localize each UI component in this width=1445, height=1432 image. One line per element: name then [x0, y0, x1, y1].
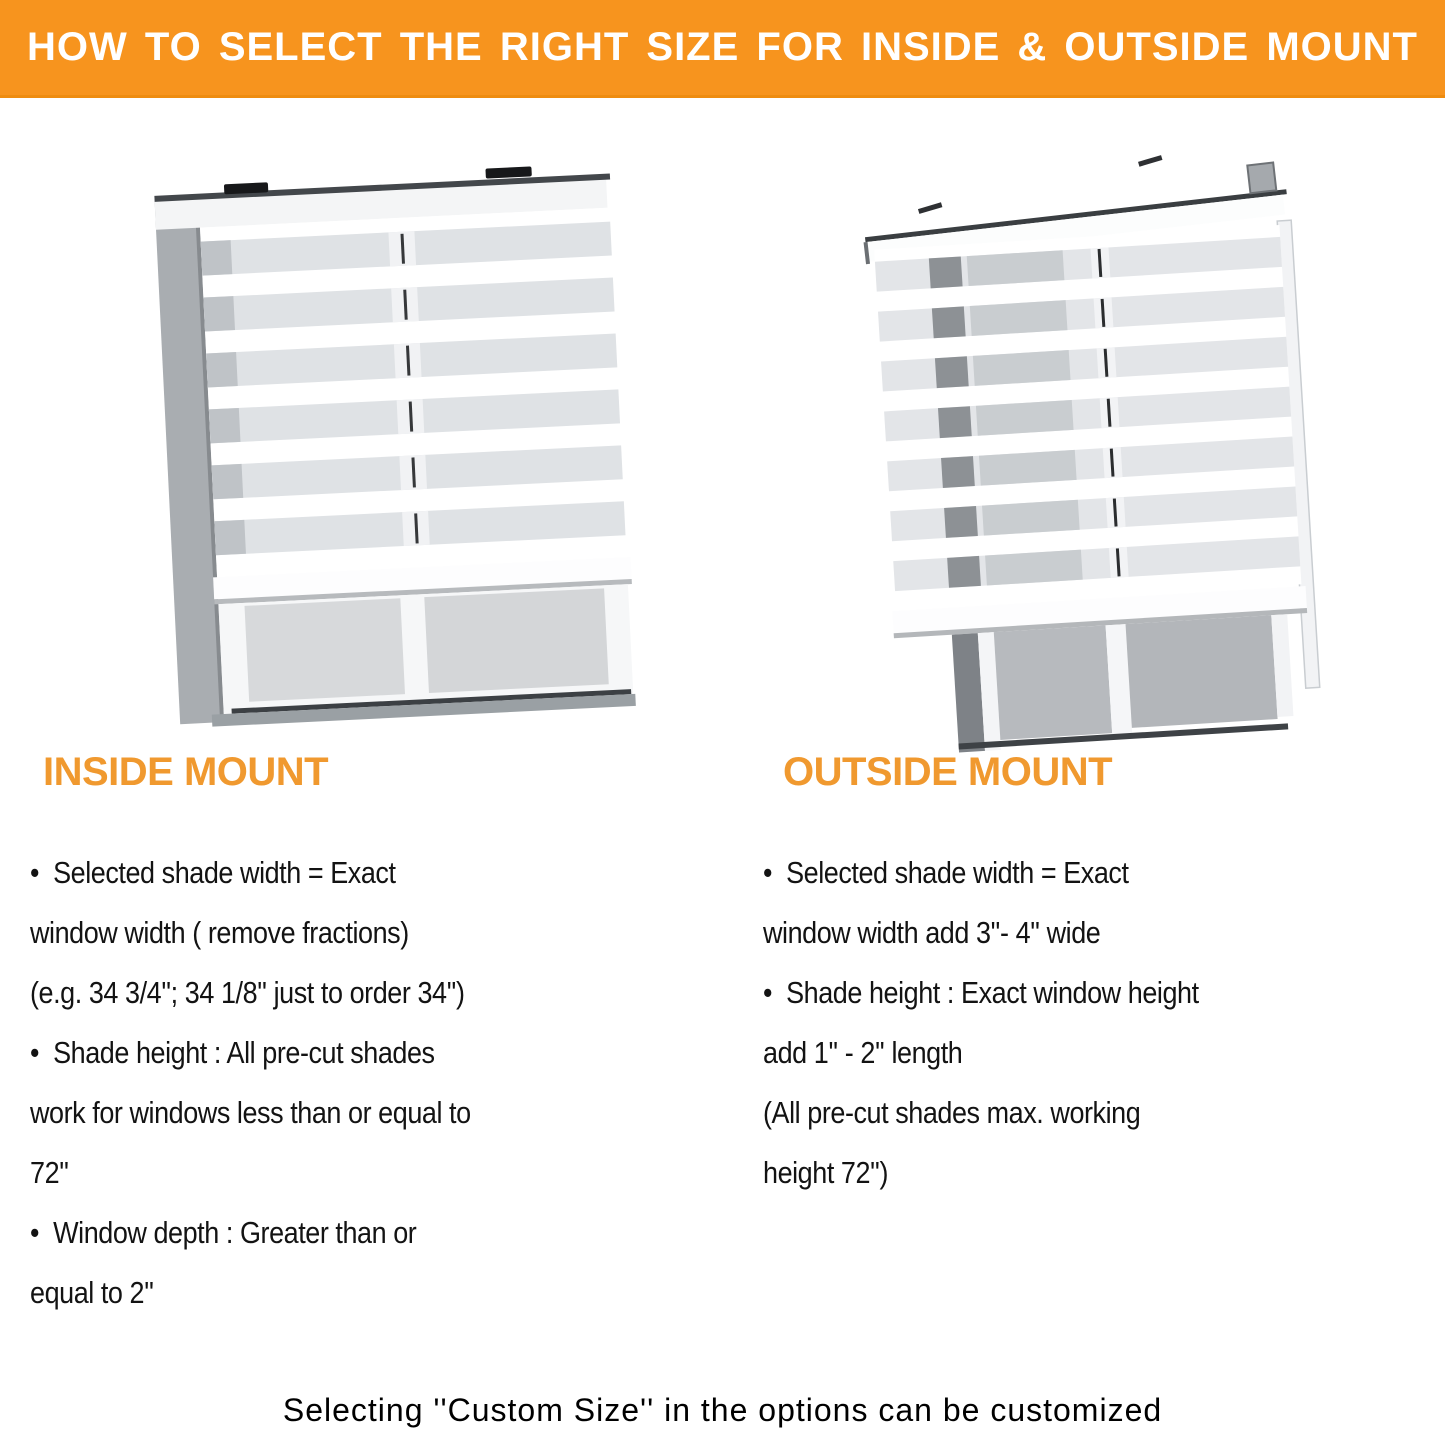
spec-line: • Selected shade width = Exact — [763, 855, 1129, 890]
inside-mount-specs — [30, 843, 471, 1323]
spec-line: (e.g. 34 3/4''; 34 1/8'' just to order 34'') — [30, 975, 465, 1010]
banner-title: HOW TO SELECT THE RIGHT SIZE FOR INSIDE & OUTSIDE MOUNT — [27, 25, 1418, 69]
wall-mark-left — [918, 202, 942, 214]
spec-line: window width add 3''- 4'' wide — [763, 915, 1101, 950]
spec-line: (All pre-cut shades max. working — [763, 1095, 1141, 1130]
spec-line: work for windows less than or equal to — [30, 1095, 471, 1130]
spec-line: • Selected shade width = Exact — [30, 855, 396, 890]
window-panes — [952, 614, 1295, 752]
zebra-blind — [196, 207, 632, 604]
outside-mount-illustration — [866, 136, 1344, 742]
outside-mount-window — [856, 141, 1322, 756]
wall-mark-right — [1138, 155, 1162, 167]
footer-note: Selecting ''Custom Size'' in the options can be customized — [282, 1392, 1163, 1428]
inside-mount-heading: INSIDE MOUNT — [43, 750, 329, 794]
outside-mount-heading: OUTSIDE MOUNT — [783, 750, 1113, 794]
spec-line: • Shade height : All pre-cut shades — [30, 1035, 435, 1070]
mount-bracket — [1247, 163, 1276, 194]
inside-mount-window — [154, 162, 638, 728]
spec-line: 72'' — [30, 1155, 69, 1190]
mount-bracket-right — [485, 166, 531, 178]
spec-line: equal to 2'' — [30, 1275, 154, 1310]
spec-line: add 1'' - 2'' length — [763, 1035, 963, 1070]
spec-line: • Shade height : Exact window height — [763, 975, 1199, 1010]
zebra-blind — [870, 225, 1307, 639]
window-panes — [206, 584, 635, 727]
banner — [0, 0, 1445, 98]
inside-mount-illustration — [158, 148, 646, 722]
spec-line: height 72'') — [763, 1155, 889, 1190]
spec-line: window width ( remove fractions) — [30, 915, 409, 950]
outside-mount-specs — [763, 843, 1199, 1203]
spec-line: • Window depth : Greater than or — [30, 1215, 417, 1250]
